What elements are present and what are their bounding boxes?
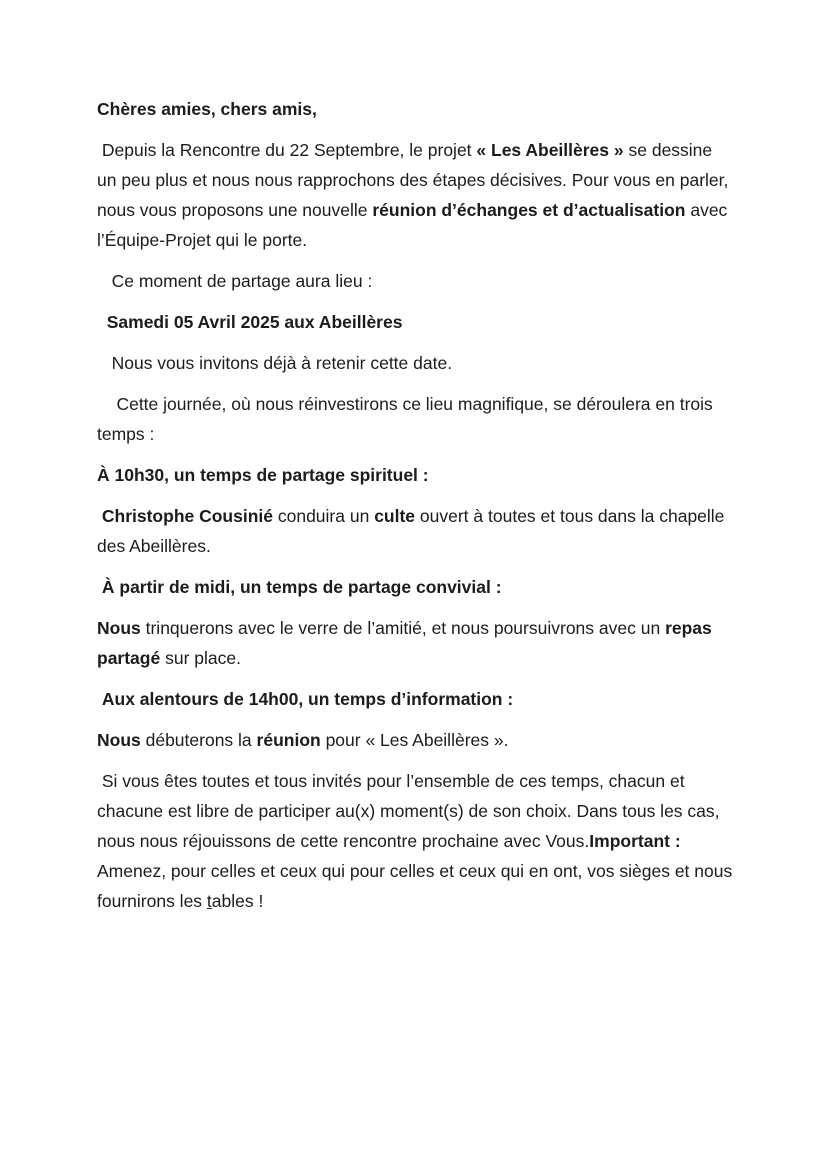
text-run: Depuis la Rencontre du 22 Septembre, le projet — [97, 140, 477, 160]
text-run: repas partagé — [97, 618, 717, 668]
text-run: sur place. — [160, 648, 241, 668]
paragraph — [97, 135, 735, 255]
paragraph — [97, 501, 735, 561]
text-run: À 10h30, un temps de partage spirituel : — [97, 465, 429, 485]
text-run: se dessine un peu plus et nous nous rapprochons des étapes décisives. Pour vous en parler, nous vous proposons une nouvelle — [97, 140, 734, 220]
paragraph — [97, 613, 735, 673]
text-run: débuterons la — [140, 730, 257, 750]
text-run: pour « Les Abeillères ». — [320, 730, 509, 750]
paragraph — [97, 266, 735, 296]
text-run: t — [206, 891, 212, 911]
text-run: ables ! — [211, 891, 264, 911]
text-run: Amenez, pour celles et ceux qui pour celles et ceux qui en ont, vos sièges et nous fournirons les — [97, 831, 738, 911]
text-run: « Les Abeillères » — [476, 140, 624, 160]
paragraph — [97, 572, 735, 602]
text-run: Chères amies, chers amis, — [97, 99, 317, 119]
text-run: culte — [374, 506, 416, 526]
text-run: Nous — [97, 618, 141, 638]
text-run: Si vous êtes toutes et tous invités pour l’ensemble de ces temps, chacun et chacune est libre de participer au(x) moment(s) de son choix. Dans tous les cas, nous nous réjouissons de cette rencontre prochaine avec Vous. — [97, 771, 725, 851]
text-run: ouvert à toutes et tous dans la chapelle des Abeillères. — [97, 506, 730, 556]
text-run: À partir de midi, un temps de partage convivial : — [97, 577, 502, 597]
text-run: avec l’Équipe-Projet qui le porte. — [97, 200, 733, 250]
text-run: Christophe Cousinié — [101, 506, 273, 526]
text-run: Aux alentours de 14h00, un temps d’information : — [97, 689, 514, 709]
text-run: Samedi 05 Avril 2025 aux Abeillères — [97, 312, 403, 332]
paragraph — [97, 389, 735, 449]
text-run: conduira un — [273, 506, 375, 526]
text-run: réunion — [256, 730, 321, 750]
text-run: Nous vous invitons déjà à retenir cette date. — [97, 353, 453, 373]
paragraph — [97, 460, 735, 490]
paragraph — [97, 307, 735, 337]
paragraph — [97, 348, 735, 378]
paragraph — [97, 766, 738, 916]
text-run: Nous — [97, 730, 141, 750]
paragraph — [97, 725, 735, 755]
text-run: Cette journée, où nous réinvestirons ce lieu magnifique, se déroulera en trois temps : — [97, 394, 718, 444]
text-run: réunion d’échanges et d’actualisation — [372, 200, 686, 220]
document-body — [97, 94, 738, 916]
text-run: Important : — [589, 831, 681, 851]
text-run: trinquerons avec le verre de l’amitié, et nous poursuivrons avec un — [140, 618, 666, 638]
paragraph — [97, 684, 735, 714]
paragraph — [97, 94, 735, 124]
text-run: Ce moment de partage aura lieu : — [97, 271, 373, 291]
